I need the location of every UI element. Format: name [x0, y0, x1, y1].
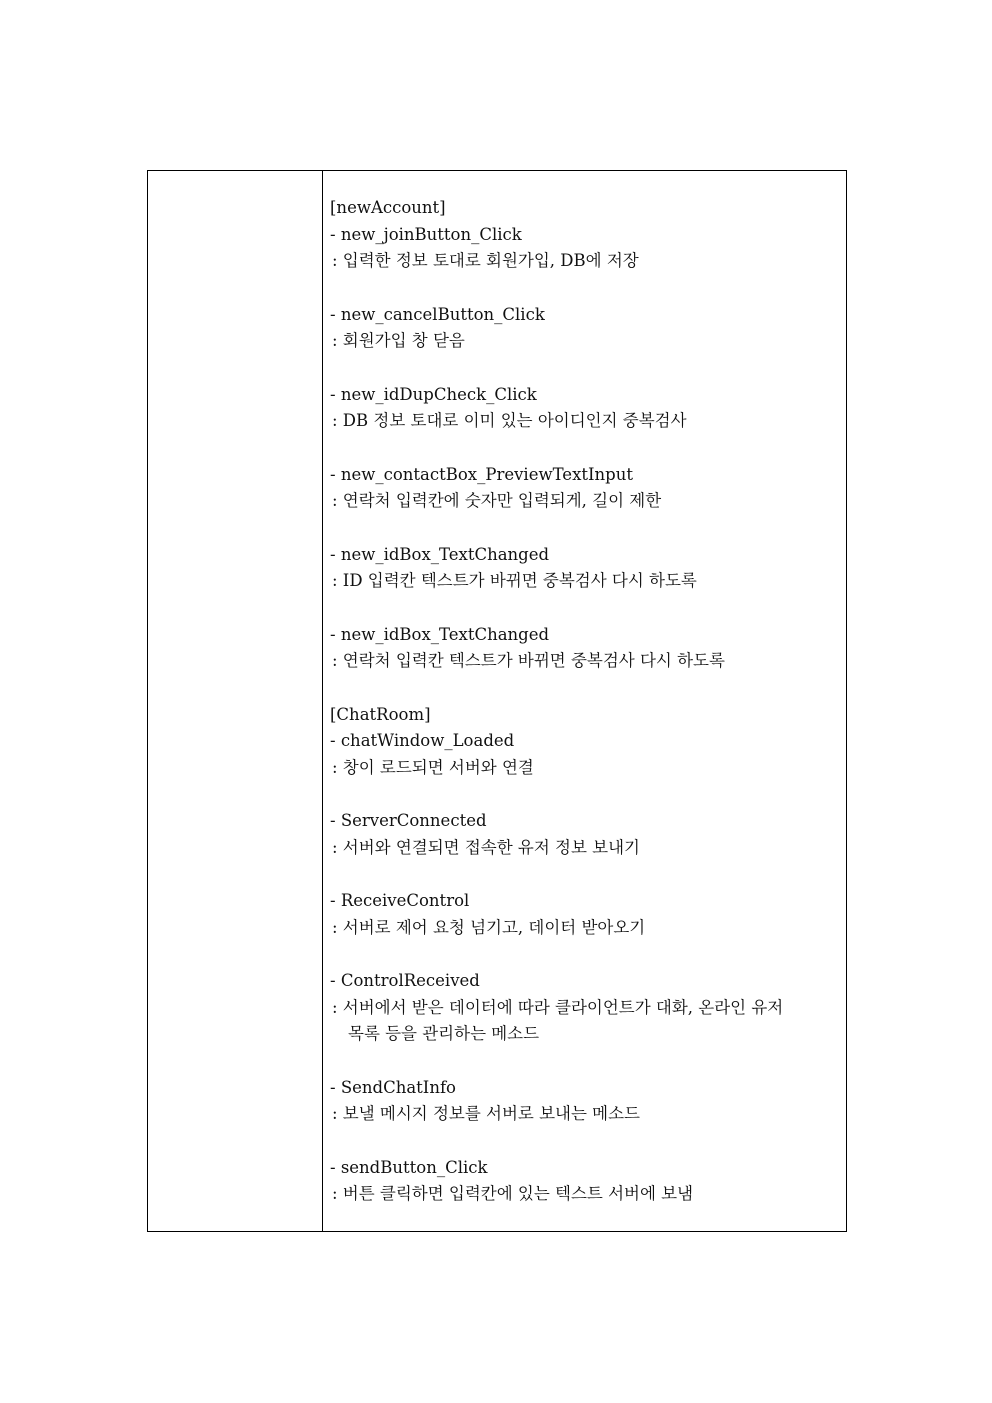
method-name: - new_contactBox_PreviewTextInput: [330, 465, 633, 484]
method-name: - ControlReceived: [330, 971, 480, 990]
method-name: - new_idBox_TextChanged: [330, 625, 550, 644]
method-description-continued: 목록 등을 관리하는 메소드: [348, 1024, 540, 1043]
table-left-cell: [148, 171, 323, 1231]
method-name: - chatWindow_Loaded: [330, 731, 515, 750]
method-description: : 보낼 메시지 정보를 서버로 보내는 메소드: [332, 1104, 640, 1123]
method-name: - new_joinButton_Click: [330, 225, 522, 244]
method-description: : 서버와 연결되면 접속한 유저 정보 보내기: [332, 838, 640, 857]
method-description: : 입력한 정보 토대로 회원가입, DB에 저장: [332, 251, 639, 270]
method-description: : ID 입력칸 텍스트가 바뀌면 중복검사 다시 하도록: [332, 571, 697, 590]
method-description: : 서버로 제어 요청 넘기고, 데이터 받아오기: [332, 918, 646, 937]
section-header-newaccount: [newAccount]: [330, 198, 446, 217]
method-name: - ServerConnected: [330, 811, 487, 830]
method-description: : 버튼 클릭하면 입력칸에 있는 텍스트 서버에 보냄: [332, 1184, 694, 1203]
method-name: - new_idBox_TextChanged: [330, 545, 550, 564]
method-description: : 창이 로드되면 서버와 연결: [332, 758, 534, 777]
section-header-chatroom: [ChatRoom]: [330, 705, 431, 724]
method-name: - new_idDupCheck_Click: [330, 385, 537, 404]
document-table: [147, 170, 847, 1232]
method-name: - ReceiveControl: [330, 891, 470, 910]
table-right-cell: [323, 171, 846, 1231]
method-description: : 회원가입 창 닫음: [332, 331, 465, 350]
method-description: : 서버에서 받은 데이터에 따라 클라이언트가 대화, 온라인 유저: [332, 998, 784, 1017]
method-description: : 연락처 입력칸에 숫자만 입력되게, 길이 제한: [332, 491, 662, 510]
method-description: : 연락처 입력칸 텍스트가 바뀌면 중복검사 다시 하도록: [332, 651, 725, 670]
method-name: - sendButton_Click: [330, 1158, 488, 1177]
method-name: - SendChatInfo: [330, 1078, 456, 1097]
method-description: : DB 정보 토대로 이미 있는 아이디인지 중복검사: [332, 411, 687, 430]
method-name: - new_cancelButton_Click: [330, 305, 545, 324]
